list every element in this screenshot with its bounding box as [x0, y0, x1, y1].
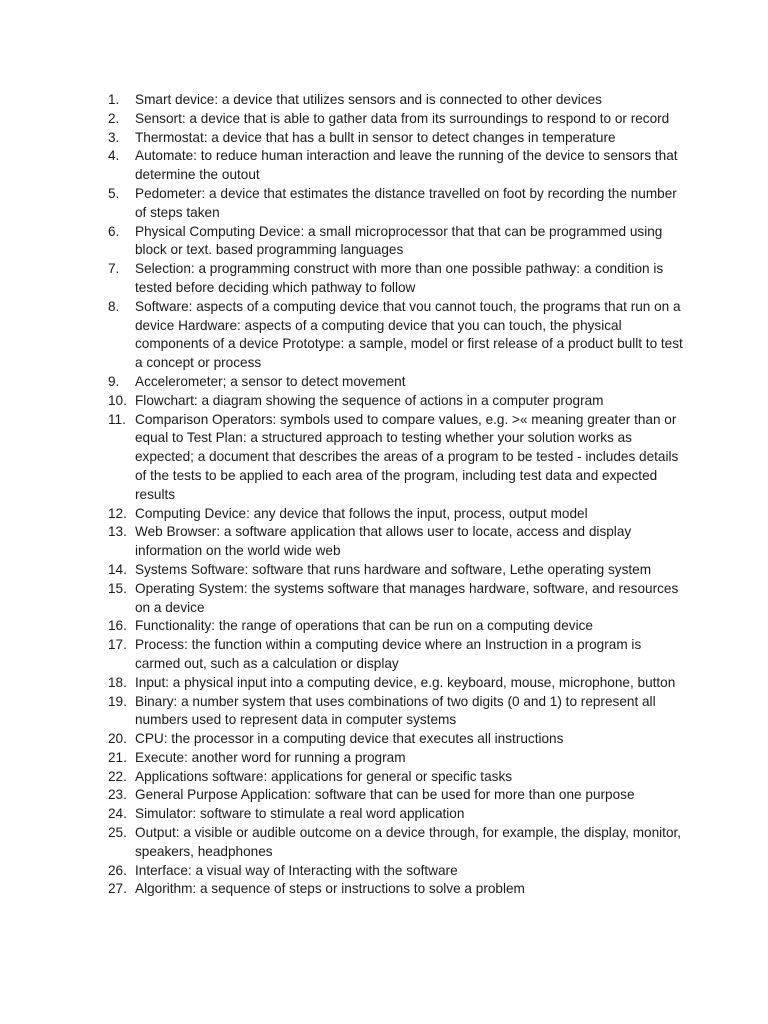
list-item: [108, 617, 688, 636]
item-text: Operating System: the systems software that manages hardware, software, and resources on a device: [135, 580, 679, 615]
item-number: 17.: [108, 637, 127, 653]
list-item: [108, 91, 688, 110]
list-item: [108, 749, 688, 768]
list-item: [108, 298, 688, 373]
item-number: 11.: [108, 411, 126, 427]
item-text: Web Browser: a software application that allows user to locate, access and display information on the world wide web: [135, 524, 632, 559]
item-number: 2.: [108, 110, 120, 126]
list-item: [108, 411, 688, 505]
list-item: [108, 392, 688, 411]
item-number: 18.: [108, 674, 127, 690]
list-item: [108, 862, 688, 881]
item-number: 4.: [108, 148, 120, 164]
list-item: [108, 373, 688, 392]
item-number: 19.: [108, 693, 127, 709]
item-text: Systems Software: software that runs hardware and software, Lethe operating system: [135, 561, 652, 577]
list-item: [108, 110, 688, 129]
item-text: Applications software: applications for general or specific tasks: [135, 768, 513, 784]
item-number: 8.: [108, 298, 120, 314]
list-item: [108, 805, 688, 824]
item-number: 9.: [108, 373, 120, 389]
item-number: 16.: [108, 618, 127, 634]
item-text: Binary: a number system that uses combinations of two digits (0 and 1) to represent all numbers used to represent data in computer systems: [135, 693, 656, 728]
item-number: 26.: [108, 862, 127, 878]
item-text: Software: aspects of a computing device that vou cannot touch, the programs that run on a device Hardware: aspects of a computing device that you can touch, the physical components of a device Prototype: a sample, model or first release of a product bullt to test a concept or process: [135, 298, 683, 371]
item-number: 15.: [108, 580, 127, 596]
list-item: [108, 223, 688, 261]
list-item: [108, 674, 688, 693]
item-text: Pedometer: a device that estimates the distance travelled on foot by recording the number of steps taken: [135, 185, 677, 220]
list-item: [108, 768, 688, 787]
item-number: 7.: [108, 261, 120, 277]
item-number: 12.: [108, 505, 127, 521]
item-text: Output: a visible or audible outcome on a device through, for example, the display, monitor, speakers, headphones: [135, 825, 682, 859]
list-item: [108, 260, 688, 298]
item-text: Sensort: a device that is able to gather data from its surroundings to respond to or record: [135, 110, 670, 126]
item-text: General Purpose Application: software that can be used for more than one purpose: [135, 787, 635, 803]
item-text: Flowchart: a diagram showing the sequence of actions in a computer program: [135, 392, 604, 408]
list-item: [108, 693, 688, 731]
item-number: 20.: [108, 731, 127, 747]
list-item: [108, 636, 688, 674]
item-text: Simulator: software to stimulate a real word application: [135, 806, 465, 822]
item-number: 5.: [108, 185, 120, 201]
item-text: Thermostat: a device that has a bullt in sensor to detect changes in temperature: [135, 129, 616, 145]
item-number: 1.: [108, 92, 120, 107]
item-text: Input: a physical input into a computing device, e.g. keyboard, mouse, microphone, button: [135, 674, 676, 690]
item-number: 21.: [108, 749, 127, 765]
list-item: [108, 786, 688, 805]
item-number: 24.: [108, 806, 127, 822]
item-number: 10.: [108, 392, 127, 408]
item-number: 3.: [108, 129, 120, 145]
item-number: 27.: [108, 881, 127, 897]
list-item: [108, 580, 688, 618]
item-text: Execute: another word for running a program: [135, 749, 406, 765]
item-number: 23.: [108, 787, 127, 803]
list-item: [108, 505, 688, 524]
item-number: 22.: [108, 768, 127, 784]
item-text: Comparison Operators: symbols used to compare values, e.g. >« meaning greater than or equal to Test Plan: a structured approach to testing whether your solution works as expected; a document that describes the areas of a program to be tested - includes details of the tests to be applied to each area of the program, including test data and expected results: [135, 411, 679, 502]
item-number: 25.: [108, 825, 127, 841]
item-text: Accelerometer; a sensor to detect movement: [135, 373, 406, 389]
list-item: [108, 880, 688, 899]
list-item: [108, 730, 688, 749]
item-text: Functionality: the range of operations that can be run on a computing device: [135, 618, 593, 634]
item-text: Physical Computing Device: a small microprocessor that that can be programmed using block or text. based programming languages: [135, 223, 663, 258]
item-text: Automate: to reduce human interaction and leave the running of the device to sensors that determine the outout: [135, 148, 678, 183]
list-item: [108, 129, 688, 148]
item-text: Algorithm: a sequence of steps or instructions to solve a problem: [135, 881, 525, 897]
list-item: [108, 561, 688, 580]
item-text: Computing Device: any device that follows the input, process, output model: [135, 505, 588, 521]
item-number: 6.: [108, 223, 120, 239]
list-item: [108, 523, 688, 561]
item-number: 14.: [108, 561, 127, 577]
glossary-list: [108, 91, 688, 899]
item-text: Smart device: a device that utilizes sensors and is connected to other devices: [135, 92, 602, 107]
list-item: [108, 824, 688, 862]
item-text: Interface: a visual way of Interacting with the software: [135, 862, 458, 878]
list-item: [108, 147, 688, 185]
item-text: Process: the function within a computing device where an Instruction in a program is carmed out, such as a calculation or display: [135, 637, 642, 671]
list-item: [108, 185, 688, 223]
item-text: CPU: the processor in a computing device that executes all instructions: [135, 731, 564, 747]
item-text: Selection: a programming construct with more than one possible pathway: a condition is tested before deciding which pathway to follow: [135, 261, 664, 295]
item-number: 13.: [108, 524, 127, 540]
